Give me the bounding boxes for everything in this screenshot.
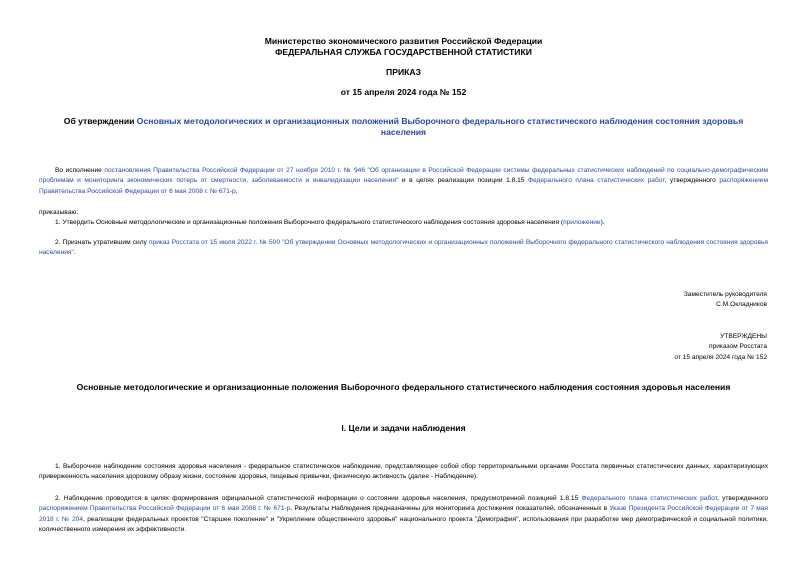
title-prefix: Об утверждении [63,116,137,126]
order-word: приказываю: [39,209,79,216]
preamble-text-3: , утвержденного [664,177,720,185]
item-2-end: . [73,249,76,257]
section-item-2 [39,494,768,535]
order-item-1 [39,218,768,228]
approval-line-3: от 15 апреля 2024 года № 152 [674,353,767,361]
signer-name: С.М.Окладников [716,301,767,309]
item-2-text-2: , утвержденного [717,495,769,502]
order-item-2 [39,238,768,259]
section-item-1: 1. Выборочное наблюдение состояния здоровья населения - федеральное статистическое наблюдение, представляющее собой сбор территориальными органами Росстата первичных статистических данных, характеризующих приверженность населения здоровому образу жизни, состояние здоровья, пищевые привычки, физическую активность (далее - Наблюдение). [39,463,768,481]
item-2-text: 2. Признать утратившим силу [55,239,149,246]
item-1-text: 1. Утвердить Основные методологические и организационные положения Выборочного федерального статистического наблюдения состояния здоровья населения ( [55,219,564,226]
document-date: от 15 апреля 2024 года № 152 [340,87,467,97]
item-1-end: ). [600,219,605,226]
decree-204-link[interactable]: Указе Президента Российской Федерации от 7 мая 2018 г. № 204 [39,505,768,523]
federal-plan-link-2[interactable]: Федерального плана статистических работ [581,495,718,502]
signature-block [467,290,767,311]
section-title: I. Цели и задачи наблюдения [341,423,466,433]
item-2-text-1: 2. Наблюдение проводится в целях формирования официальной статистической информации о состоянии здоровья населения, предусмотренной позицией 1.8.15 [55,495,582,502]
document-header [30,36,777,58]
appendix-title: Основные методологические и организационные положения Выборочного федерального статистического наблюдения состояния здоровья населения [76,382,731,392]
title-link[interactable]: Основных методологических и организационных положений Выборочного федерального статистического наблюдения состояния здоровья населения [136,116,744,137]
document-type: ПРИКАЗ [386,67,421,77]
item-2-text-3: . Результаты Наблюдения предназначены для мониторинга достижения показателей, обозначенных в [290,505,610,513]
preamble-text-1: Во исполнение [55,167,105,174]
preamble-text-4: , [235,187,238,195]
document-title [50,116,757,138]
approval-line-1: УТВЕРЖДЕНЫ [720,333,767,340]
decree-946-link[interactable]: постановления Правительства Российской Федерации от 27 ноября 2010 г. № 946 "Об организации в Российской Федерации системы федеральных статистических наблюдений по социально-демографическим проблемам и мониторинга экономических потерь от смертности, заболеваемости и инвалидизации населения" [39,167,768,185]
service-name: ФЕДЕРАЛЬНАЯ СЛУЖБА ГОСУДАРСТВЕННОЙ СТАТИСТИКИ [275,47,532,57]
approval-line-2: приказом Росстата [709,343,767,351]
approval-block [467,332,767,363]
order-671-link[interactable]: распоряжением Правительства Российской Федерации от 6 мая 2008 г. № 671-р [39,177,769,195]
item-2-text-4: , реализации федеральных проектов "Старшее поколение" и "Укрепление общественного здоровья" национального проекта "Демография", использования при разработке мер демографической и социальной политики, количественного измерения их эффективности. [39,515,768,533]
preamble-paragraph [39,166,768,197]
order-500-link[interactable]: приказ Росстата от 15 июля 2022 г. № 500 "Об утверждении Основных методологических и организационных положений Выборочного федерального статистического наблюдения состояния здоровья населения" [39,239,768,257]
order-671-link-2[interactable]: распоряжением Правительства Российской Федерации от 6 мая 2008 г. № 671-р [39,505,291,513]
ministry-name: Министерство экономического развития Российской Федерации [264,36,543,46]
federal-plan-link[interactable]: Федерального плана статистических работ [527,177,665,185]
appendix-link[interactable]: приложение [563,219,601,226]
signer-position: Заместитель руководителя [683,291,767,298]
preamble-text-2: и в целях реализации позиции 1.8.15 [398,177,528,185]
